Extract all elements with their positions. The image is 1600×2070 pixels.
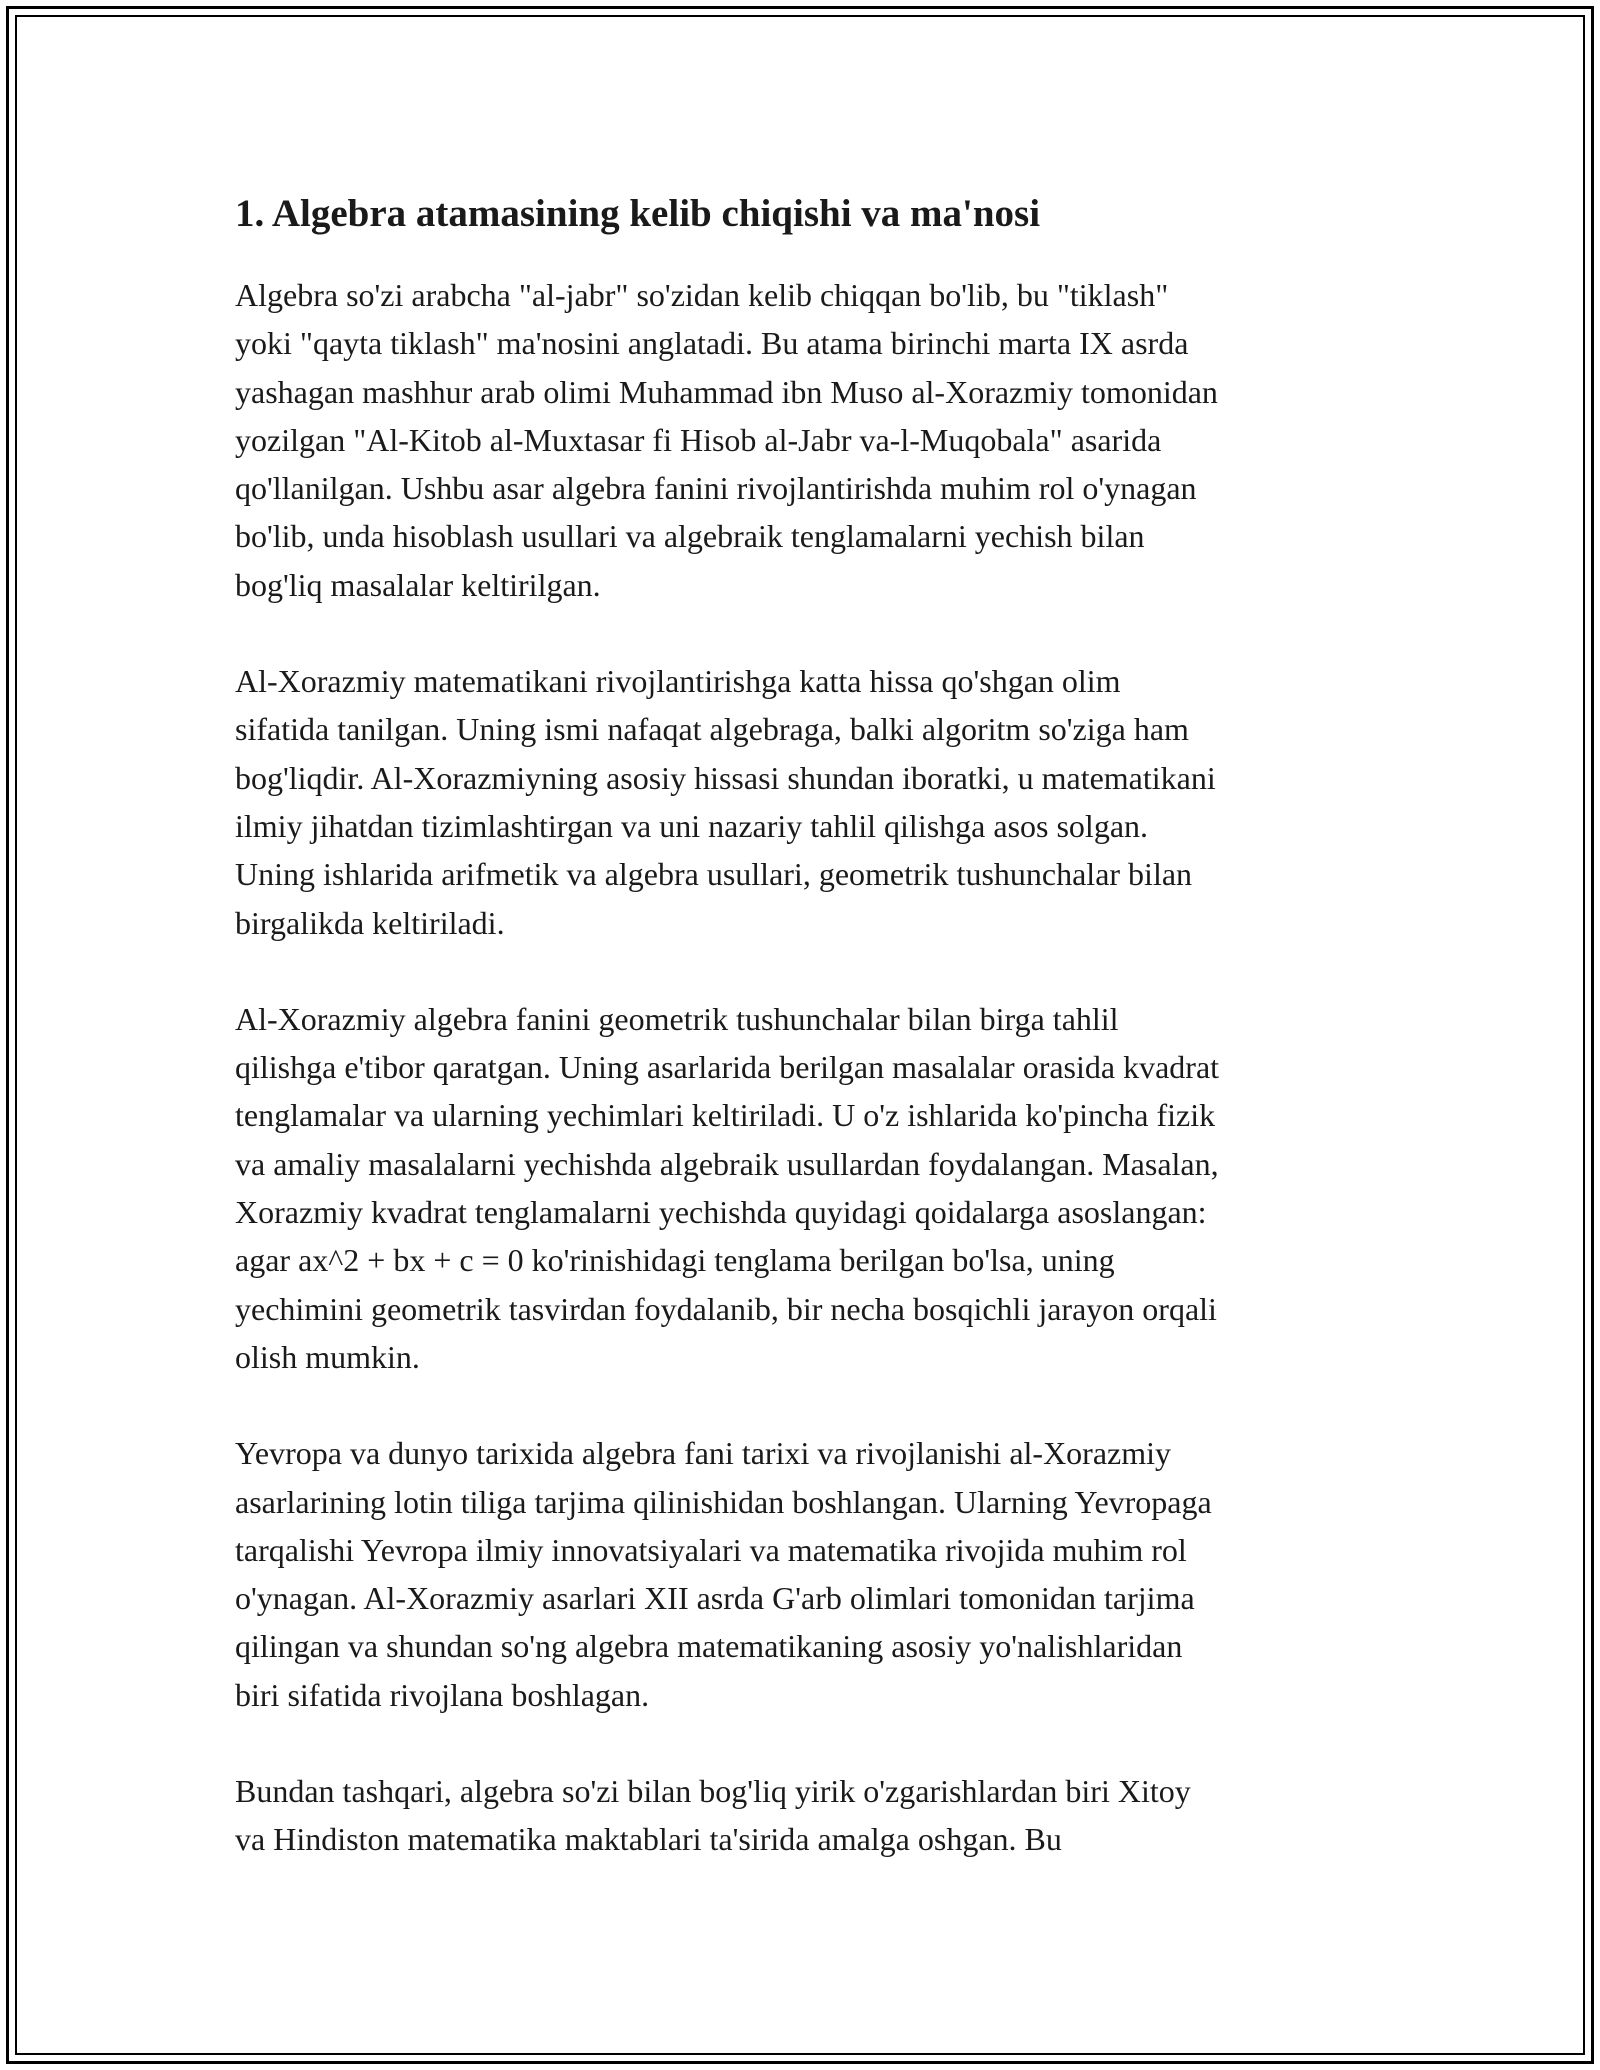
text-line: bog'liq masalalar keltirilgan. (235, 566, 601, 603)
text-line: va amaliy masalalarni yechishda algebraik usullardan foydalangan. Masalan, (235, 1145, 1219, 1182)
text-line: agar ax^2 + bx + c = 0 ko'rinishidagi tenglama berilgan bo'lsa, uning (235, 1242, 1115, 1279)
text-line: Al-Xorazmiy algebra fanini geometrik tushunchalar bilan birga tahlil (235, 1000, 1119, 1037)
text-line: olish mumkin. (235, 1338, 420, 1375)
text-line: Bundan tashqari, algebra so'zi bilan bog'liq yirik o'zgarishlardan biri Xitoy (235, 1773, 1191, 1810)
text-line: qilingan va shundan so'ng algebra matematikaning asosiy yo'nalishlaridan (235, 1628, 1183, 1665)
paragraph-1 (235, 271, 1370, 609)
text-line: bo'lib, unda hisoblash usullari va algebraik tenglamalarni yechish bilan (235, 518, 1145, 555)
text-line: tenglamalar va ularning yechimlari keltiriladi. U o'z ishlarida ko'pincha fizik (235, 1097, 1216, 1134)
text-line: sifatida tanilgan. Uning ismi nafaqat algebraga, balki algoritm so'ziga ham (235, 711, 1189, 748)
text-line: Yevropa va dunyo tarixida algebra fani tarixi va rivojlanishi al-Xorazmiy (235, 1435, 1172, 1472)
text-line: birgalikda keltiriladi. (235, 904, 505, 941)
text-line: Uning ishlarida arifmetik va algebra usullari, geometrik tushunchalar bilan (235, 856, 1193, 893)
text-line: va Hindiston matematika maktablari ta'sirida amalga oshgan. Bu (235, 1821, 1062, 1858)
text-line: yoki "qayta tiklash" ma'nosini anglatadi. Bu atama birinchi marta IX asrda (235, 325, 1189, 362)
text-line: ilmiy jihatdan tizimlashtirgan va uni nazariy tahlil qilishga asos solgan. (235, 807, 1149, 844)
text-line: biri sifatida rivojlana boshlagan. (235, 1676, 650, 1713)
section-heading: 1. Algebra atamasining kelib chiqishi va ma'nosi (235, 192, 1041, 235)
text-line: Xorazmiy kvadrat tenglamalarni yechishda quyidagi qoidalarga asoslangan: (235, 1194, 1207, 1231)
text-line: qo'llanilgan. Ushbu asar algebra fanini rivojlantirishda muhim rol o'ynagan (235, 470, 1197, 507)
paragraph-5 (235, 1767, 1370, 1864)
document-body (235, 185, 1370, 1912)
text-line: yozilgan "Al-Kitob al-Muxtasar fi Hisob al-Jabr va-l-Muqobala" asarida (235, 421, 1162, 458)
paragraph-2 (235, 657, 1370, 947)
text-line: qilishga e'tibor qaratgan. Uning asarlarida berilgan masalalar orasida kvadrat (235, 1049, 1220, 1086)
text-line: yashagan mashhur arab olimi Muhammad ibn Muso al-Xorazmiy tomonidan (235, 373, 1218, 410)
text-line: asarlarining lotin tiliga tarjima qilinishidan boshlangan. Ularning Yevropaga (235, 1483, 1212, 1520)
text-line: Al-Xorazmiy matematikani rivojlantirishga katta hissa qo'shgan olim (235, 663, 1121, 700)
text-line: tarqalishi Yevropa ilmiy innovatsiyalari va matematika rivojida muhim rol (235, 1531, 1187, 1568)
text-line: bog'liqdir. Al-Xorazmiyning asosiy hissasi shundan iboratki, u matematikani (235, 759, 1216, 796)
paragraph-4 (235, 1429, 1370, 1719)
text-line: o'ynagan. Al-Xorazmiy asarlari XII asrda G'arb olimlari tomonidan tarjima (235, 1580, 1195, 1617)
text-line: yechimini geometrik tasvirdan foydalanib, bir necha bosqichli jarayon orqali (235, 1290, 1217, 1327)
paragraph-3 (235, 995, 1370, 1381)
text-line: Algebra so'zi arabcha "al-jabr" so'zidan kelib chiqqan bo'lib, bu "tiklash" (235, 277, 1169, 313)
